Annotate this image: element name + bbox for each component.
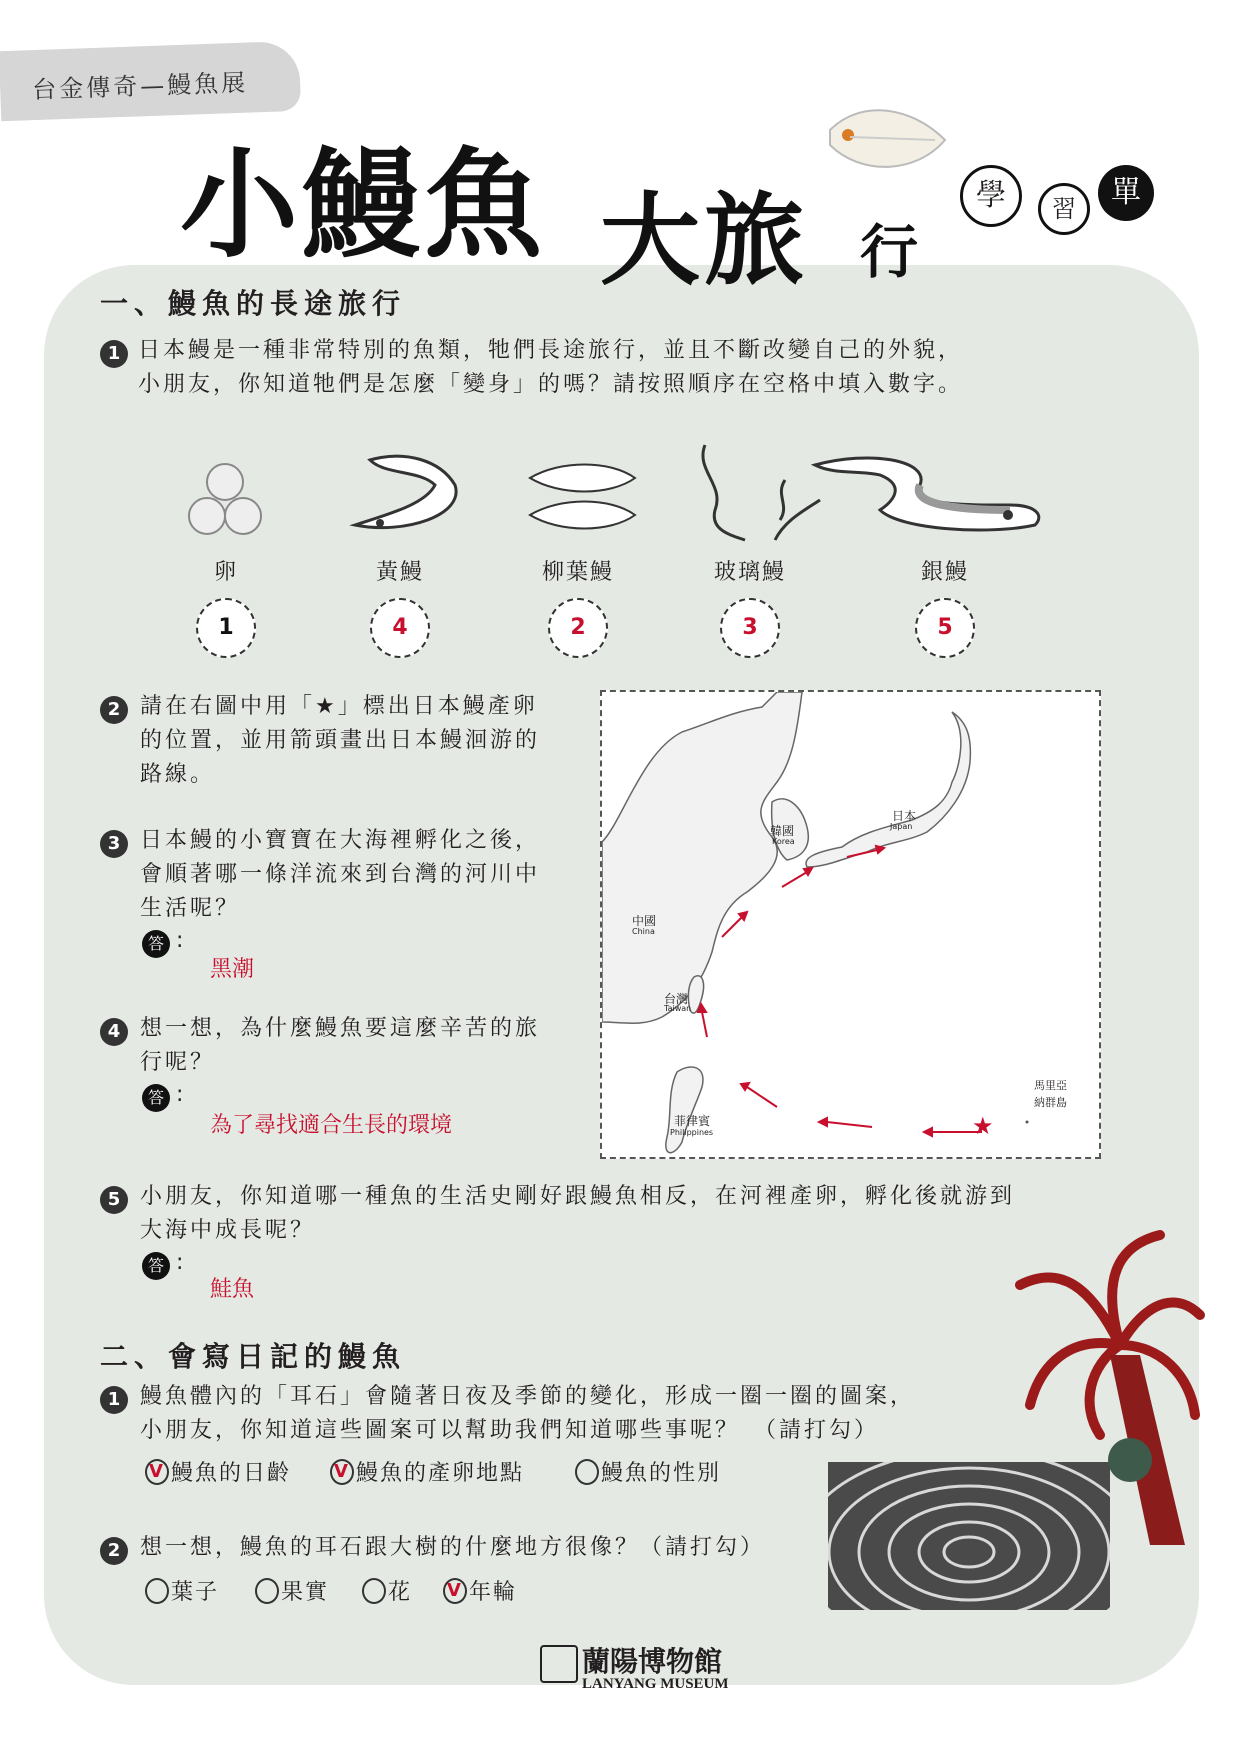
- q5-line2: 大海中成長呢？: [140, 1218, 316, 1243]
- stage-label-glass-eel: 玻璃鰻: [713, 560, 786, 585]
- red-flower-decoration: [1000, 1225, 1210, 1555]
- badge-char-2: 習: [1038, 183, 1090, 235]
- section2-title: 二、會寫日記的鰻魚: [100, 1340, 407, 1373]
- svg-text:★: ★: [972, 1112, 994, 1140]
- s2-q2-option-2[interactable]: [255, 1575, 329, 1606]
- s2-q1-option-3[interactable]: [575, 1456, 721, 1487]
- q2-line2: 的位置，並用箭頭畫出日本鰻洄游的: [140, 728, 541, 753]
- worksheet-badge: [960, 165, 1160, 255]
- map-label-taiwan-en: Taiwan: [664, 1004, 692, 1013]
- q4-answer-badge: 答: [142, 1084, 170, 1112]
- banner-text: 台金傳奇—鰻魚展: [31, 68, 249, 105]
- option-label: 葉子: [171, 1580, 220, 1605]
- eggs-icon: [185, 460, 275, 540]
- q4-line1: 想一想，為什麼鰻魚要這麼辛苦的旅: [140, 1016, 541, 1041]
- stage-label-yellow-eel: 黃鰻: [375, 560, 424, 585]
- q2-number: 2: [100, 696, 128, 724]
- option-label: 鰻魚的性別: [601, 1461, 722, 1486]
- museum-emblem-icon: [540, 1645, 578, 1683]
- q3-line3: 生活呢？: [140, 896, 241, 921]
- museum-name: 蘭陽博物館: [582, 1645, 723, 1678]
- map-label-mariana: 馬里亞: [1034, 1079, 1067, 1092]
- map-label-china-en: China: [632, 927, 655, 936]
- stage-answer-glass-eel[interactable]: 3: [720, 598, 780, 658]
- q3-answer-colon: :: [176, 928, 184, 953]
- map-drawing: [602, 692, 1099, 1157]
- q2-line1: 請在右圖中用「★」標出日本鰻產卵: [140, 694, 538, 719]
- leaf-larva-icon: [525, 460, 645, 540]
- q5-answer[interactable]: 鮭魚: [210, 1277, 255, 1302]
- leptocephalus-icon: [820, 95, 950, 185]
- q1-number: 1: [100, 340, 128, 368]
- q2-line3: 路線。: [140, 762, 216, 787]
- s2-q2-number: 2: [100, 1537, 128, 1565]
- checkbox-unchecked[interactable]: [145, 1578, 169, 1604]
- q5-answer-badge: 答: [142, 1252, 170, 1280]
- q1-line1: 日本鰻是一種非常特別的魚類，牠們長途旅行，並且不斷改變自己的外貌，: [138, 338, 964, 363]
- stage-answer-silver-eel[interactable]: 5: [915, 598, 975, 658]
- stage-label-silver-eel: 銀鰻: [920, 560, 969, 585]
- title-part2: 大旅: [600, 181, 808, 299]
- map-label-philippines-en: Philippines: [670, 1128, 714, 1137]
- map-label-china: 中國: [632, 914, 657, 928]
- s2-q2-option-3[interactable]: [362, 1575, 412, 1606]
- map-label-korea-en: Korea: [772, 837, 795, 846]
- stage-label-egg: 卵: [213, 560, 238, 585]
- checkbox-checked[interactable]: V: [443, 1578, 467, 1604]
- s2-q2-option-4[interactable]: [443, 1575, 517, 1606]
- q5-line1: 小朋友，你知道哪一種魚的生活史剛好跟鰻魚相反，在河裡產卵，孵化後就游到: [140, 1184, 1016, 1209]
- map-label-philippines: 菲律賓: [674, 1114, 711, 1128]
- stage-answer-leaf-larva[interactable]: 2: [548, 598, 608, 658]
- migration-map[interactable]: [600, 690, 1101, 1159]
- q3-answer[interactable]: 黑潮: [210, 957, 255, 982]
- s2-q1-number: 1: [100, 1386, 128, 1414]
- s2-q1-option-2[interactable]: [330, 1456, 524, 1487]
- map-label-taiwan: 台灣: [664, 992, 689, 1006]
- q3-line1: 日本鰻的小寶寶在大海裡孵化之後，: [140, 828, 541, 853]
- q4-answer-colon: :: [176, 1082, 184, 1107]
- s2-q1-option-1[interactable]: [145, 1456, 291, 1487]
- silver-eel-icon: [810, 450, 1050, 540]
- yellow-eel-icon: [345, 445, 465, 545]
- map-label-korea: 韓國: [770, 824, 795, 838]
- option-label: 花: [388, 1580, 413, 1605]
- option-label: 年輪: [469, 1580, 518, 1605]
- stage-label-leaf-larva: 柳葉鰻: [541, 560, 614, 585]
- q4-line2: 行呢？: [140, 1050, 216, 1075]
- badge-char-1: 學: [960, 165, 1022, 227]
- q5-number: 5: [100, 1186, 128, 1214]
- option-label: 鰻魚的日齡: [171, 1461, 292, 1486]
- title-part1: 小鰻魚: [180, 135, 547, 274]
- q3-number: 3: [100, 830, 128, 858]
- q3-line2: 會順著哪一條洋流來到台灣的河川中: [140, 862, 541, 887]
- stage-answer-egg[interactable]: 1: [196, 598, 256, 658]
- title-part3: 行: [860, 218, 919, 286]
- q4-answer[interactable]: 為了尋找適合生長的環境: [210, 1113, 453, 1138]
- q1-line2: 小朋友，你知道牠們是怎麼「變身」的嗎？請按照順序在空格中填入數字。: [138, 372, 964, 397]
- checkbox-checked[interactable]: V: [145, 1459, 169, 1485]
- q5-answer-colon: :: [176, 1250, 184, 1275]
- option-label: 鰻魚的產卵地點: [356, 1461, 525, 1486]
- option-label: 果實: [281, 1580, 330, 1605]
- s2-q1-line2: 小朋友，你知道這些圖案可以幫助我們知道哪些事呢？ （請打勾）: [140, 1418, 880, 1443]
- s2-q1-line1: 鰻魚體內的「耳石」會隨著日夜及季節的變化，形成一圈一圈的圖案，: [140, 1384, 916, 1409]
- checkbox-unchecked[interactable]: [575, 1459, 599, 1485]
- map-label-japan-en: Japan: [890, 822, 913, 831]
- checkbox-checked[interactable]: V: [330, 1459, 354, 1485]
- checkbox-unchecked[interactable]: [362, 1578, 386, 1604]
- s2-q2-option-1[interactable]: [145, 1575, 219, 1606]
- badge-char-3: 單: [1098, 165, 1154, 221]
- checkbox-unchecked[interactable]: [255, 1578, 279, 1604]
- q3-answer-badge: 答: [142, 930, 170, 958]
- q4-number: 4: [100, 1018, 128, 1046]
- museum-name-en: LANYANG MUSEUM: [582, 1676, 729, 1692]
- s2-q2-line1: 想一想，鰻魚的耳石跟大樹的什麼地方很像？（請打勾）: [140, 1535, 766, 1560]
- map-label-mariana2: 納群島: [1034, 1096, 1067, 1109]
- stage-answer-yellow-eel[interactable]: 4: [370, 598, 430, 658]
- map-label-japan: 日本: [892, 809, 917, 823]
- section1-title: 一、鰻魚的長途旅行: [100, 287, 407, 320]
